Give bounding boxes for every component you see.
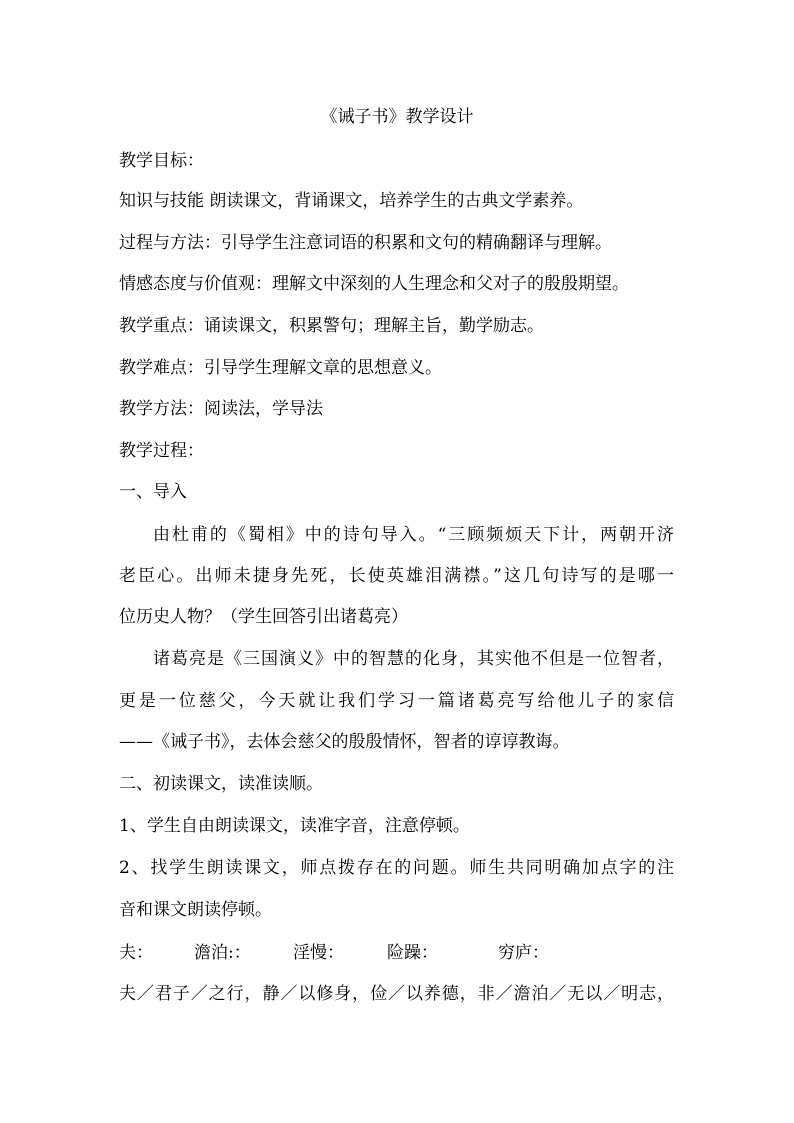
pronunciation-item-danbo: 澹泊:：: [194, 943, 251, 963]
pronunciation-row: [119, 942, 679, 964]
process-methods-line: 过程与方法：引导学生注意词语的积累和文句的精确翻译与理解。: [119, 233, 612, 253]
section-first-reading-heading: 二、初读课文，读准读顺。: [119, 774, 323, 794]
knowledge-skills-line: 知识与技能 朗读课文，背诵课文，培养学生的古典文学素养。: [119, 191, 584, 211]
zhuge-paragraph-line-3: ——《诫子书》，去体会慈父的殷殷情怀，智者的谆谆教诲。: [119, 732, 570, 752]
pronunciation-item-fu: 夫：: [119, 943, 153, 963]
procedure-heading: 教学过程：: [119, 441, 204, 461]
pause-marked-text-line: 夫／君子／之行，静／以修身，俭／以养德，非／澹泊／无以／明志，: [119, 984, 674, 1004]
objectives-heading: 教学目标：: [119, 151, 204, 171]
zhuge-paragraph-line-1: 诸葛亮是《三国演义》中的智慧的化身，其实他不但是一位智者，: [153, 649, 674, 669]
zhuge-paragraph-line-2: 更是一位慈父，今天就让我们学习一篇诸葛亮写给他儿子的家信: [119, 691, 674, 711]
step-1-line: 1、学生自由朗读课文，读准字音，注意停顿。: [119, 816, 470, 836]
pronunciation-item-qionglu: 穷庐：: [498, 943, 549, 963]
document-title: 《诫子书》教学设计: [320, 107, 474, 127]
difficulties-line: 教学难点：引导学生理解文章的思想意义。: [119, 358, 442, 378]
methods-line: 教学方法：阅读法，学导法: [119, 399, 323, 419]
step-2-line-2: 音和课文朗读停顿。: [119, 900, 272, 920]
intro-paragraph-line-1: 由杜甫的《蜀相》中的诗句导入。“三顾频烦天下计，两朝开济: [153, 525, 674, 545]
pronunciation-item-xianzao: 险躁：: [387, 943, 438, 963]
intro-paragraph-line-3: 位历史人物？（学生回答引出诸葛亮）: [119, 607, 408, 627]
key-points-line: 教学重点：诵读课文，积累警句；理解主旨，勤学励志。: [119, 316, 544, 336]
section-intro-heading: 一、导入: [119, 482, 187, 502]
step-2-line-1: 2、找学生朗读课文，师点拨存在的问题。师生共同明确加点字的注: [119, 858, 674, 878]
intro-paragraph-line-2: 老臣心。出师未捷身先死，长使英雄泪满襟。”这几句诗写的是哪一: [119, 566, 674, 586]
pronunciation-item-yinman: 淫慢：: [293, 943, 344, 963]
emotion-values-line: 情感态度与价值观：理解文中深刻的人生理念和父对子的殷殷期望。: [119, 274, 629, 294]
